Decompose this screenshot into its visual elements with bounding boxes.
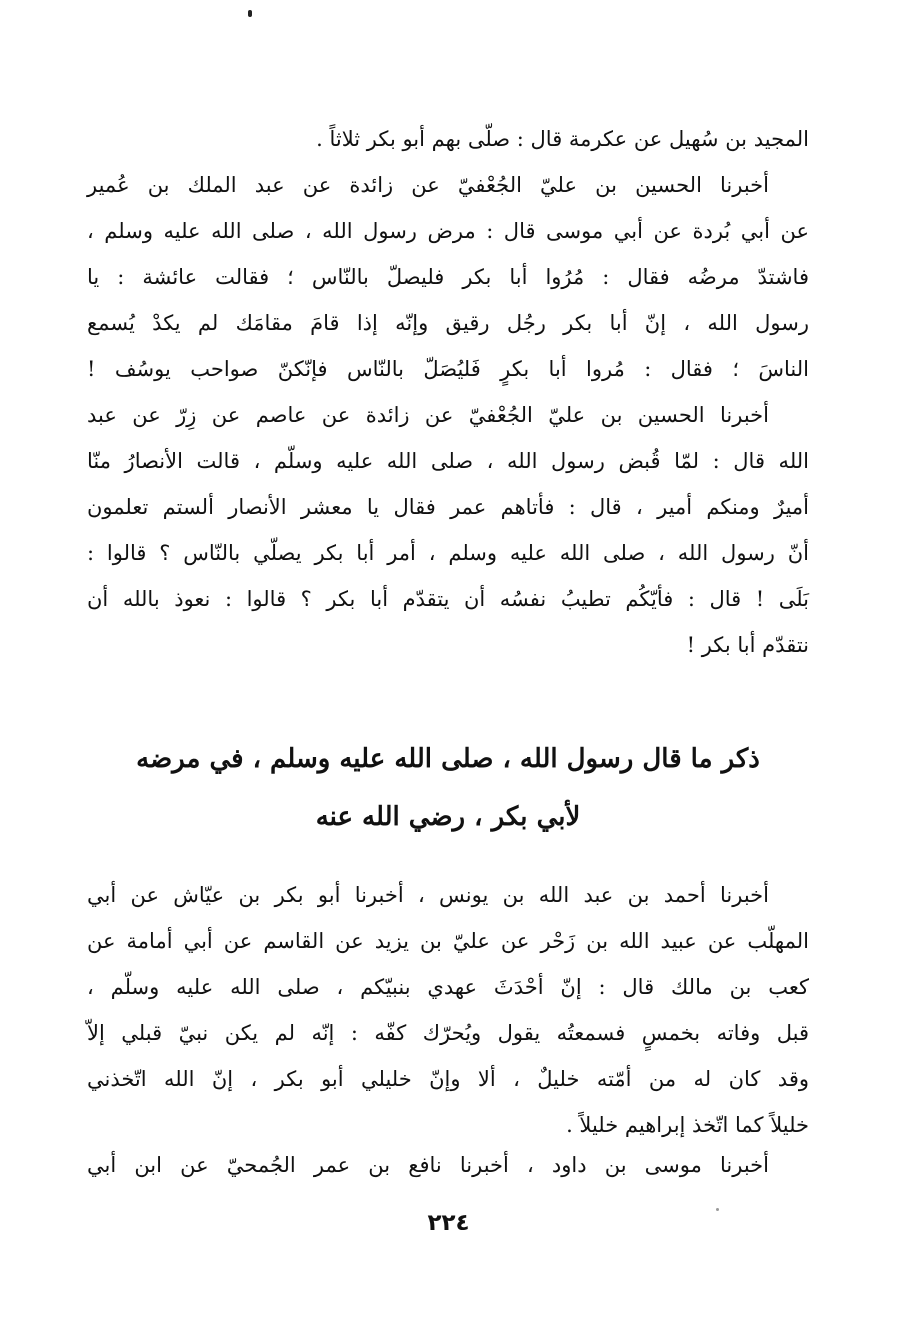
text-line: خليلاً كما اتّخذ إبراهيم خليلاً .	[566, 1113, 809, 1137]
paragraph-block-2	[87, 872, 809, 1148]
text-line: المهلّب عن عبيد الله بن زَحْر عن عليّ بن يزيد عن القاسم عن أبي أمامة عن	[87, 929, 809, 953]
text-line: أخبرنا الحسين بن عليّ الجُعْفيّ عن زائدة عن عاصم عن زِرّ عن عبد	[87, 403, 769, 427]
text-line: أخبرنا الحسين بن عليّ الجُعْفيّ عن زائدة عن عبد الملك بن عُمير	[87, 173, 769, 197]
text-line: كعب بن مالك قال : إنّ أحْدَثَ عهدي بنبيّكم ، صلى الله عليه وسلّم ،	[87, 975, 809, 999]
section-heading	[87, 730, 809, 846]
text-line: فاشتدّ مرضُه فقال : مُرُوا أبا بكر فليصلّ بالنّاس ؛ فقالت عائشة : يا	[87, 265, 809, 289]
page-number: ٢٢٤	[427, 1210, 470, 1236]
text-line: أميرٌ ومنكم أمير ، قال : فأتاهم عمر فقال يا معشر الأنصار ألستم تعلمون	[87, 495, 809, 519]
text-line: قبل وفاته بخمسٍ فسمعتُه يقول ويُحرّك كفّه : إنّه لم يكن نبيّ قبلي إلاّ	[87, 1021, 809, 1045]
text-line: أنّ رسول الله ، صلى الله عليه وسلم ، أمر أبا بكر يصلّي بالنّاس ؟ قالوا :	[87, 541, 809, 565]
text-line: رسول الله ، إنّ أبا بكر رجُل رقيق وإنّه إذا قامَ مقامَك لم يكدْ يُسمع	[87, 311, 809, 335]
paragraph-block-1	[87, 116, 809, 668]
text-line: نتقدّم أبا بكر !	[686, 633, 809, 657]
text-line: أخبرنا موسى بن داود ، أخبرنا نافع بن عمر الجُمحيّ عن ابن أبي	[87, 1153, 769, 1177]
text-line: الله قال : لمّا قُبض رسول الله ، صلى الله عليه وسلّم ، قالت الأنصارُ منّا	[87, 449, 809, 473]
heading-line-2: لأبي بكر ، رضي الله عنه	[315, 802, 581, 832]
text-line: بَلَى ! قال : فأيّكُم تطيبُ نفسُه أن يتقدّم أبا بكر ؟ قالوا : نعوذ بالله أن	[87, 587, 809, 611]
text-line: الناسَ ؛ فقال : مُروا أبا بكرٍ فَليُصَلّ بالنّاس فإنّكنّ صواحب يوسُف !	[87, 357, 809, 381]
paragraph-block-3	[87, 1142, 809, 1188]
text-line: عن أبي بُردة عن أبي موسى قال : مرض رسول الله ، صلى الله عليه وسلم ،	[87, 219, 809, 243]
heading-line-1: ذكر ما قال رسول الله ، صلى الله عليه وسلم ، في مرضه	[136, 744, 760, 774]
text-line: المجيد بن سُهيل عن عكرمة قال : صلّى بهم أبو بكر ثلاثاً .	[316, 127, 809, 151]
text-line: أخبرنا أحمد بن عبد الله بن يونس ، أخبرنا أبو بكر بن عيّاش عن أبي	[87, 883, 769, 907]
ink-speck	[248, 10, 252, 17]
text-line: وقد كان له من أمّته خليلٌ ، ألا وإنّ خليلي أبو بكر ، إنّ الله اتّخذني	[87, 1067, 809, 1091]
